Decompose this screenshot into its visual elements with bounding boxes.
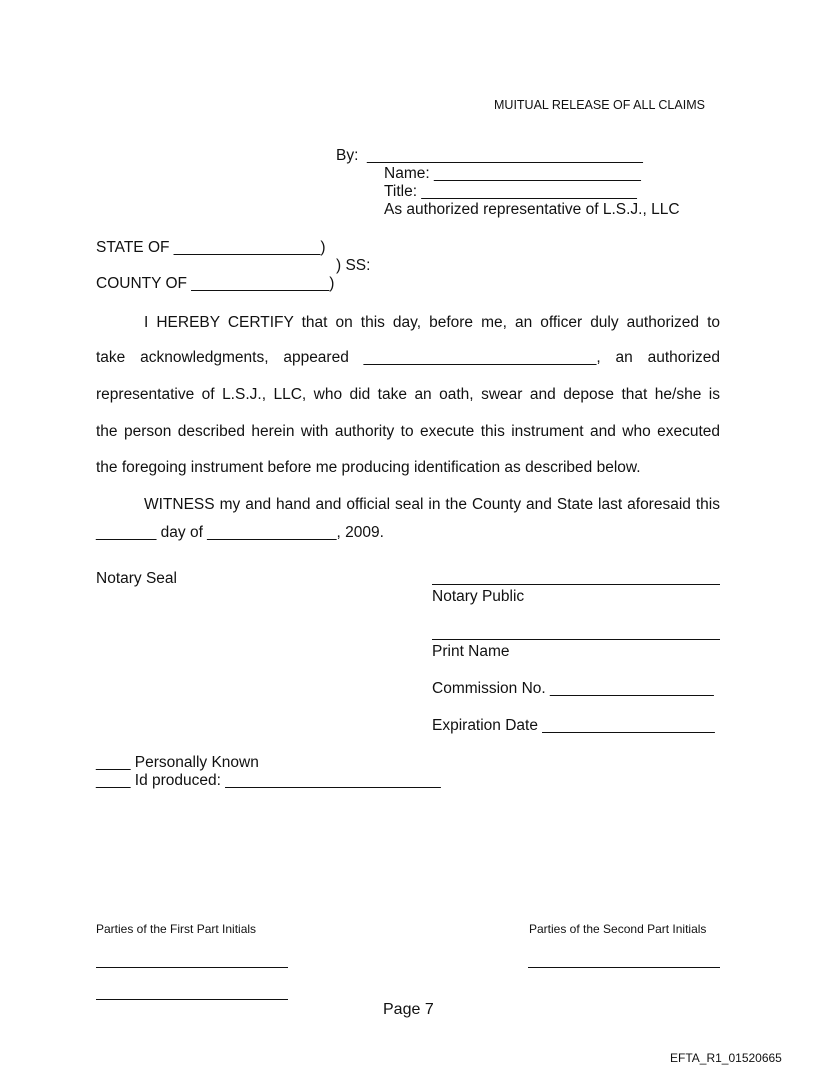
- commission-number-line: Commission No. ___________________: [432, 680, 714, 697]
- certification-line-2: take acknowledgments, appeared ___________________________, an authorized: [96, 349, 720, 366]
- state-of-line: STATE OF _________________): [96, 239, 326, 256]
- first-party-initials-rule-2: [96, 999, 288, 1000]
- first-party-initials-label: Parties of the First Part Initials: [96, 922, 257, 936]
- notary-public-label: Notary Public: [432, 588, 525, 605]
- signature-title-line: Title: _________________________: [384, 183, 637, 200]
- witness-line-2: _______ day of _______________, 2009.: [96, 524, 384, 541]
- certification-line-4: the person described herein with authority to execute this instrument and who executed: [96, 423, 720, 440]
- signature-name-line: Name: ________________________: [384, 165, 641, 182]
- id-produced-line: ____ Id produced: _________________________: [96, 772, 441, 789]
- first-party-initials-rule-1: [96, 967, 288, 968]
- notary-public-signature-rule: [432, 584, 720, 585]
- document-id: EFTA_R1_01520665: [670, 1051, 782, 1065]
- signature-by-line: By: ________________________________: [336, 147, 643, 164]
- second-party-initials-rule: [528, 967, 720, 968]
- ss-label: ) SS:: [336, 257, 371, 274]
- page-number: Page 7: [383, 1001, 434, 1018]
- witness-line-1: WITNESS my and hand and official seal in the County and State last aforesaid this: [144, 496, 720, 513]
- certification-line-3: representative of L.S.J., LLC, who did take an oath, swear and depose that he/she is: [96, 386, 720, 403]
- notary-seal-label: Notary Seal: [96, 570, 177, 587]
- second-party-initials-label: Parties of the Second Part Initials: [529, 922, 707, 936]
- county-of-line: COUNTY OF ________________): [96, 275, 335, 292]
- expiration-date-line: Expiration Date ____________________: [432, 717, 715, 734]
- print-name-rule: [432, 639, 720, 640]
- document-title: MUITUAL RELEASE OF ALL CLAIMS: [494, 98, 705, 112]
- print-name-label: Print Name: [432, 643, 510, 660]
- certification-line-1: I HEREBY CERTIFY that on this day, before me, an officer duly authorized to: [144, 314, 720, 331]
- signature-representative-line: As authorized representative of L.S.J., LLC: [384, 201, 680, 218]
- certification-line-5: the foregoing instrument before me producing identification as described below.: [96, 459, 641, 476]
- personally-known-line: ____ Personally Known: [96, 754, 259, 771]
